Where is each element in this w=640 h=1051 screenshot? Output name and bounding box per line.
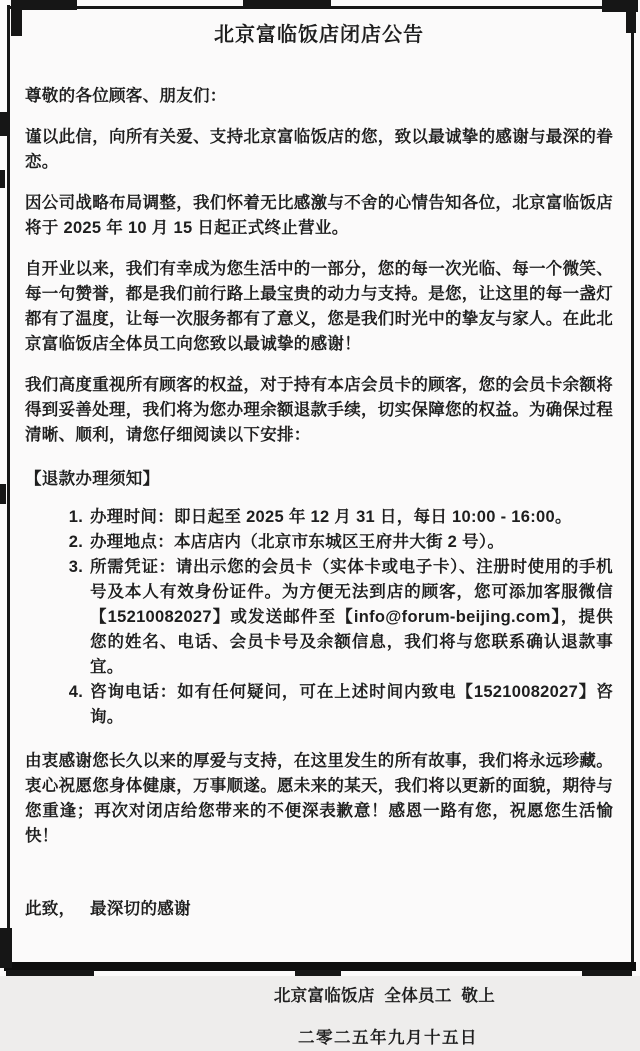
list-item-time: 1. 办理时间：即日起至 2025 年 12 月 31 日，每日 10:00 - 16:00。 <box>88 505 613 530</box>
valediction: 此致， 最深切的感谢 <box>25 900 191 918</box>
page-title: 北京富临饭店闭店公告 <box>214 24 424 46</box>
refund-notice-list <box>25 505 613 730</box>
list-item-credentials: 3. 所需凭证：请出示您的会员卡（实体卡或电子卡）、注册时使用的手机号及本人有效身份证件。为方便无法到店的顾客，您可添加客服微信【15210082027】或发送邮件至【info@forum-beijing.com】，提供您的姓名、电话、会员卡号及余额信息，我们将与您联系确认退款事宜。 <box>88 555 613 680</box>
paragraph-refund-intro: 我们高度重视所有顾客的权益，对于持有本店会员卡的顾客，您的会员卡余额将得到妥善处理，我们将为您办理余额退款手续，切实保障您的权益。为确保过程清晰、顺利，请您仔细阅读以下安排： <box>25 376 613 444</box>
page-border-right <box>631 5 634 966</box>
paragraph-thanks: 谨以此信，向所有关爱、支持北京富临饭店的您，致以最诚挚的感谢与最深的眷恋。 <box>25 128 613 171</box>
list-item-hotline: 4. 咨询电话：如有任何疑问，可在上述时间内致电【15210082027】咨询。 <box>88 680 613 730</box>
page-border-left <box>7 5 10 966</box>
refund-notice-header: 【退款办理须知】 <box>25 470 160 488</box>
list-item-location: 2. 办理地点：本店店内（北京市东城区王府井大街 2 号）。 <box>88 530 613 555</box>
signature: 北京富临饭店 全体员工 敬上 <box>273 987 495 1005</box>
edge-mark-left <box>0 484 6 504</box>
edge-mark-left <box>0 170 5 188</box>
corner-mark-top-left <box>11 0 22 36</box>
document-content <box>25 14 613 1051</box>
paragraph-gratitude: 自开业以来，我们有幸成为您生活中的一部分，您的每一次光临、每一个微笑、每一句赞誉，都是我们前行路上最宝贵的动力与支持。是您，让这里的每一盏灯都有了温度，让每一次服务都有了意义，您是我们时光中的挚友与家人。在此北京富临饭店全体员工向您致以最诚挚的感谢！ <box>25 260 613 353</box>
corner-mark-bottom-left <box>0 928 12 968</box>
edge-mark-top-middle <box>243 0 331 9</box>
salutation: 尊敬的各位顾客、朋友们： <box>25 87 227 105</box>
edge-mark-left <box>0 112 7 136</box>
corner-mark-top-right <box>626 0 636 33</box>
date: 二零二五年九月十五日 <box>298 1029 478 1047</box>
closing-paragraph: 由衷感谢您长久以来的厚爱与支持，在这里发生的所有故事，我们将永远珍藏。衷心祝愿您身体健康，万事顺遂。愿未来的某天，我们将以更新的面貌，期待与您重逢；再次对闭店给您带来的不便深表歉意！感恩一路有您，祝愿您生活愉快！ <box>25 752 613 845</box>
paragraph-closure-notice: 因公司战略布局调整，我们怀着无比感激与不舍的心情告知各位，北京富临饭店将于 2025 年 10 月 15 日起正式终止营业。 <box>25 194 613 237</box>
